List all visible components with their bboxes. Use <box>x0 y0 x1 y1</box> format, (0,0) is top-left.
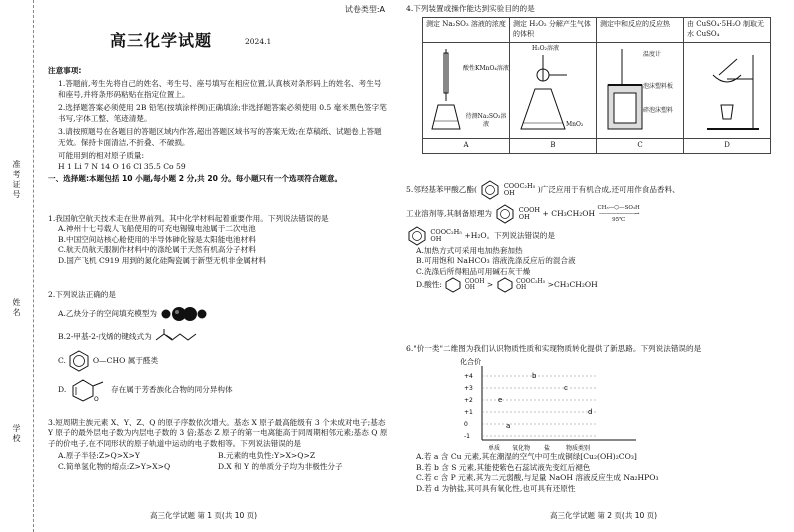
notice-1: 1.答题前,考生先将自己的姓名、考生号、座号填写在相应位置,认真核对条形码上的姓名、考生号和座号,并将条形码粘贴在指定位置上。 <box>58 79 382 99</box>
q5-catalyst-ch3: CH₃ <box>597 204 609 211</box>
right-page <box>400 0 794 532</box>
q4-option-d: D <box>684 139 771 154</box>
q5-product-tail: +H₂O。下列说法错误的是 <box>464 231 555 240</box>
q5-option-d-post: >CH₃CH₂OH <box>547 280 598 290</box>
point-a: a <box>506 422 511 431</box>
label-foam-board: 泡沫塑料板 <box>643 82 674 90</box>
q5-group-cooh: COOH <box>518 205 541 214</box>
q2-option-c <box>48 350 388 372</box>
atomic-intro: 可能用到的相对原子质量: <box>58 151 145 161</box>
question-6 <box>406 344 788 494</box>
notice-3: 3.请按照题号在各题目的答题区域内作答,超出答题区域书写的答案无效;在草稿纸、试题卷上答题无效。保持卡面清洁,不折叠、不破损。 <box>58 127 382 147</box>
ytick: -1 <box>464 433 470 441</box>
q5-line-1 <box>406 180 788 200</box>
q4-option-b: B <box>510 139 597 154</box>
apparatus-c <box>597 42 684 139</box>
xcat: 单质 <box>488 445 501 453</box>
ytick: +2 <box>464 397 473 405</box>
point-e: e <box>498 396 503 405</box>
question-5 <box>406 180 788 293</box>
xcat: 盐 <box>544 445 551 453</box>
skeletal-formula-icon <box>154 328 198 346</box>
ester-ring-icon <box>496 277 514 293</box>
q5-catalyst-so3h: SO₃H <box>624 204 640 211</box>
q5-d-oh: OH <box>464 284 475 292</box>
cyclic-ether-icon <box>69 378 109 402</box>
q6-option-d: D.若 d 为钠盐,其可具有氧化性,也可具有还原性 <box>416 483 576 493</box>
q5-product-oh: OH <box>430 235 442 243</box>
label-thermometer: 温度计 <box>643 50 662 58</box>
apparatus-a <box>423 42 510 139</box>
page-title: 高三化学试题 <box>110 31 213 50</box>
ytick: 0 <box>464 421 468 429</box>
label-mno2: MnO₂ <box>566 120 584 128</box>
q5-arrow: CH₃—⬡—SO₃H ————————→ 95℃ <box>597 204 640 224</box>
q5-d-ester-groups <box>516 279 545 292</box>
q2-option-b-text: B.2-甲基-2-戊烯的键线式为 <box>58 332 152 342</box>
exam-type: 试卷类型:A <box>344 5 385 14</box>
apparatus-d <box>684 42 771 139</box>
question-4 <box>406 4 788 154</box>
q1-option-b: B.中国空间站核心舱使用的半导体砷化镓是太阳能电池材料 <box>58 234 256 244</box>
q3-option-c: C.简单氢化物的熔点:Z>Y>X>Q <box>58 461 171 471</box>
evaporation-setup-icon <box>687 45 767 133</box>
q3-option-a: A.原子半径:Z>Q>X>Y <box>58 451 140 461</box>
q5-product-groups <box>430 229 461 243</box>
q4-option-a: A <box>423 139 510 154</box>
q4-header-b: 测定 H₂O₂ 分解产生气体的体积 <box>510 18 597 42</box>
name-label: 姓名 <box>12 298 22 318</box>
benzene-ring-icon <box>68 350 90 372</box>
question-1 <box>48 214 388 266</box>
q5-group-oh: OH <box>503 189 515 197</box>
valence-class-chart <box>456 354 656 452</box>
right-content <box>406 4 788 493</box>
apparatus-b <box>510 42 597 139</box>
section-1-heading: 一、选择题:本题包括 10 小题,每小题 2 分,共 20 分。每小题只有一个选项符合题意。 <box>48 174 343 184</box>
q2-option-c-text: 属于醛类 <box>127 356 159 366</box>
acetylene-model-icon <box>159 306 209 322</box>
q5-stem-b: )广泛应用于有机合成,还可用作食品香料、 <box>537 185 680 194</box>
q1-option-c: C.航天员航天服制作材料中的涤纶属于天然有机高分子材料 <box>58 245 256 255</box>
left-page <box>0 0 395 532</box>
q3-options-row-2 <box>48 462 388 472</box>
q4-header-c: 测定中和反应的反应热 <box>597 18 684 42</box>
ytick: +1 <box>464 409 473 417</box>
question-3 <box>48 418 388 472</box>
point-b: b <box>532 372 537 381</box>
notices <box>48 66 388 185</box>
q5-group-cooet: COOC₂H₅ <box>503 181 536 190</box>
page-footer: 高三化学试题 第 1 页(共 10 页) <box>150 511 258 520</box>
q5-line-2-text: 工业溶剂等,其制备原理为 <box>406 209 492 218</box>
svg-text:O: O <box>93 396 99 403</box>
q2-option-d <box>48 378 388 402</box>
xcat: 物质类别 <box>566 445 591 453</box>
q3-option-d: D.X 和 Y 的单质分子均为非极性分子 <box>218 461 343 471</box>
exam-date: 2024.1 <box>245 37 272 46</box>
q2-option-c-letter: C. <box>58 356 66 366</box>
q6-option-b: B.若 b 含 S 元素,其能使紫色石蕊试液先变红后褪色 <box>416 462 591 472</box>
q5-d-cooh: COOH <box>464 278 485 286</box>
q2-stem: 2.下列说法正确的是 <box>48 290 116 299</box>
label-foam-pieces: 碎泡沫塑料 <box>643 106 674 114</box>
label-kmno4: 酸性KMnO₄溶液 <box>463 64 509 72</box>
q1-option-d: D.国产飞机 C919 用到的氮化硅陶瓷属于新型无机非金属材料 <box>58 255 267 265</box>
notice-title: 注意事项: <box>48 66 82 75</box>
q5-reagent: + CH₃CH₂OH <box>542 209 596 218</box>
q3-option-b: B.元素的电负性:Y>X>Q>Z <box>218 451 316 461</box>
q2-option-d-letter: D. <box>58 385 67 395</box>
q5-option-b: B.可用饱和 NaHCO₃ 溶液洗涤反应后的混合液 <box>416 256 576 266</box>
q2-option-a <box>48 306 388 322</box>
binding-line <box>2 0 34 532</box>
q2-option-a-text: A.乙炔分子的空间填充模型为 <box>58 309 158 319</box>
page-footer: 高三化学试题 第 2 页(共 10 页) <box>550 511 658 520</box>
q5-d-oh-2: OH <box>516 284 527 292</box>
q5-groups <box>504 183 535 197</box>
q2-option-c-group: O—CHO <box>92 356 126 366</box>
q5-line-2 <box>406 204 788 224</box>
ytick: +3 <box>464 385 473 393</box>
label-na2so3: 待测Na₂SO₃溶液 <box>465 112 507 129</box>
q3-stem: 3.短周期主族元素 X、Y、Z、Q 的原子序数依次增大。基态 X 原子最高能级有 3 个未成对电子;基态 Y 原子的最外层电子数为内层电子数的 3 倍;基态 Z 原子的第一电离能高于同周期相邻元素;基态 Q 原子的价电子,在不同形状的原子轨道中运动的电子数相等。下列说法错误的是 <box>48 418 388 448</box>
atomic-masses: H 1 Li 7 N 14 O 16 Cl 35.5 Co 59 <box>58 161 186 171</box>
q1-stem: 1.我国航空航天技术走在世界前列。其中化学材料起着重要作用。下列说法错误的是 <box>48 214 329 223</box>
q3-options-row-1 <box>48 451 388 461</box>
q5-d-cooet: COOC₂H₅ <box>516 278 546 286</box>
q4-option-c: C <box>597 139 684 154</box>
q1-option-a: A.神州十七号载人飞船使用的可充电锡镍电池属于二次电池 <box>58 224 256 234</box>
q5-condition: 95℃ <box>612 217 626 224</box>
q5-group-oh-2: OH <box>518 213 530 221</box>
q4-stem: 4.下列装置或操作能达到实验目的的是 <box>406 4 535 13</box>
ytick: +4 <box>464 373 473 381</box>
q5-stem-a: 5.邻羟基苯甲酸乙酯( <box>406 185 477 194</box>
q6-option-a: A.若 a 含 Cu 元素,其在潮湿的空气中可生成铜绿[Cu₂(OH)₂CO₃] <box>416 452 637 462</box>
school-label: 学校 <box>12 424 22 444</box>
q5-option-a: A.加热方式可采用电加热套加热 <box>416 246 523 255</box>
q6-stem: 6."价一类"二维图为我们认识物质性质和实现物质转化提供了新思路。下列说法错误的是 <box>406 344 702 353</box>
product-ring-icon <box>406 226 428 246</box>
q5-d-acid-groups <box>465 279 485 292</box>
chart-ylabel: 化合价 <box>460 358 481 367</box>
q4-header-d: 由 CuSO₄·5H₂O 制取无水 CuSO₄ <box>684 18 771 42</box>
q6-option-c: C.若 c 含 P 元素,其为二元弱酸,与足量 NaOH 溶液反应生成 Na₂HPO₃ <box>416 473 659 483</box>
salicylic-acid-ring-icon <box>494 204 516 224</box>
question-2 <box>48 290 388 402</box>
q5-option-c: C.洗涤后所得粗品可用碱石灰干燥 <box>416 266 531 276</box>
point-c: c <box>564 384 568 393</box>
q5-option-d: D.酸性: COOH OH > COOC₂H₅ OH >CH₃CH₂OH <box>416 278 598 292</box>
q5-product-cooet: COOC₂H₅ <box>430 227 462 236</box>
exam-no-label: 准考证号 <box>12 160 22 200</box>
xcat: 氧化物 <box>512 445 531 453</box>
q5-line-3 <box>406 226 788 246</box>
ethyl-salicylate-ring-icon <box>479 180 501 200</box>
point-d: d <box>588 408 593 417</box>
q5-option-d-pre: D.酸性: <box>416 280 442 290</box>
q4-header-a: 测定 Na₂SO₃ 溶液的浓度 <box>423 18 510 42</box>
q5-reactant-groups <box>519 207 540 221</box>
q2-option-b <box>48 328 388 346</box>
label-h2o2: H₂O₂溶液 <box>532 44 559 52</box>
gas-volume-setup-icon <box>513 45 593 133</box>
acid-ring-icon <box>444 277 462 293</box>
chart-yticks <box>464 373 473 440</box>
notice-2: 2.选择题答案必须使用 2B 铅笔(按填涂样例)正确填涂;非选择题答案必须使用 0.5 毫米黑色签字笔书写,字体工整、笔迹清楚。 <box>58 103 387 123</box>
q2-option-d-text: 存在属于芳香族化合物的同分异构体 <box>111 385 233 395</box>
apparatus-table <box>422 17 771 154</box>
